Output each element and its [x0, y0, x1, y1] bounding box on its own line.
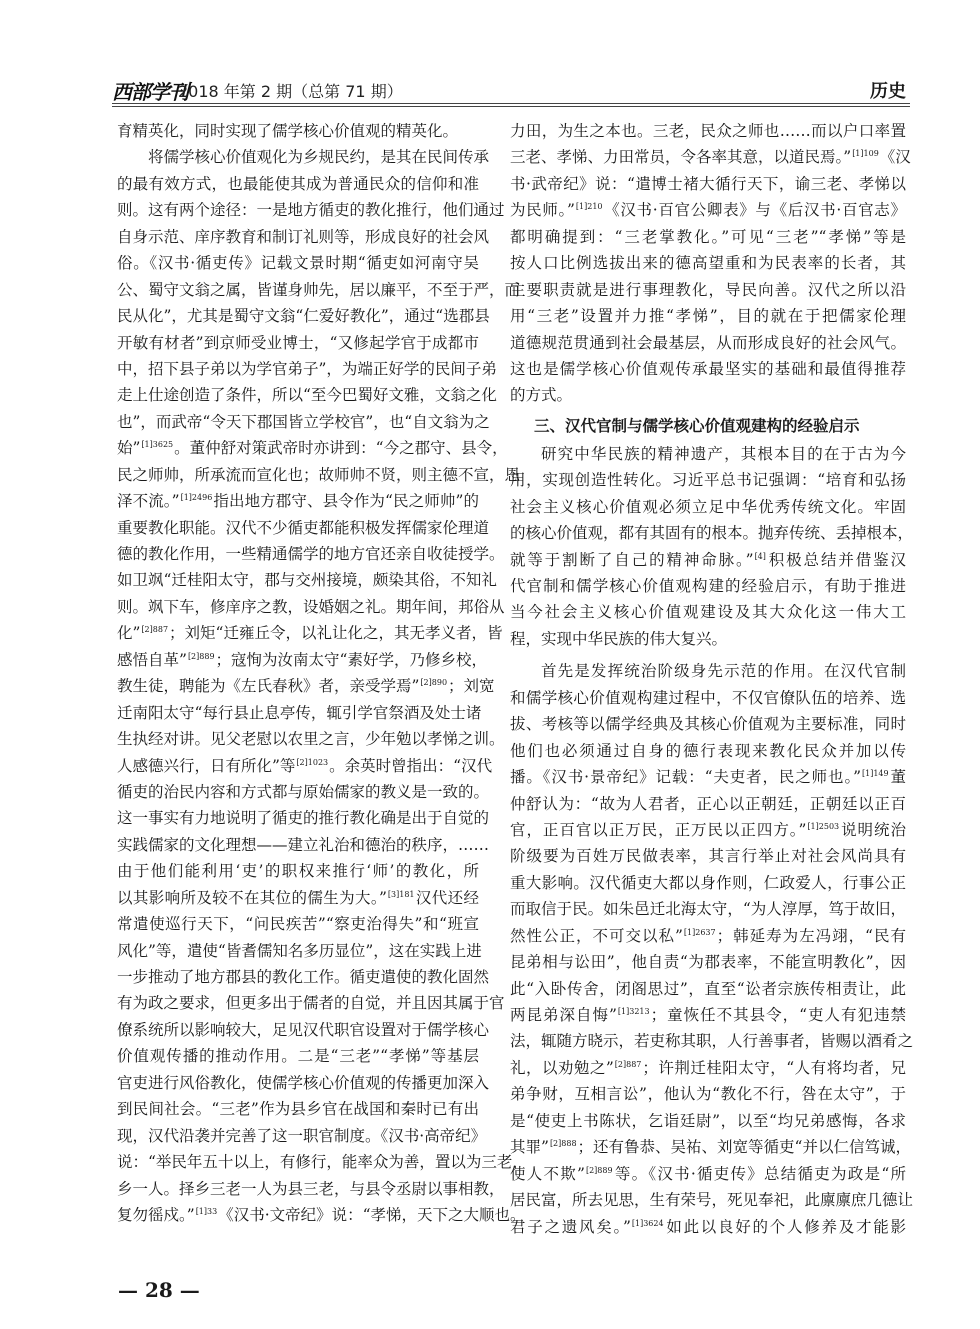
text-run: 弟争财，互相言讼”，他认为“教化不行，咎在太守”，于 [510, 1085, 906, 1104]
text-line [117, 885, 479, 911]
journal-logo: 西部学刊 [112, 80, 188, 104]
text-run: 研究中华民族的精神遗产，其根本目的在于古为今 [541, 444, 906, 463]
text-run: 等。《汉书·循吏传》总结循吏为政是“所 [613, 1164, 906, 1183]
left-column [117, 118, 528, 1228]
text-run: 君子之遗风矣。” [510, 1217, 631, 1236]
text-line [510, 250, 906, 276]
text-run: 《汉书·文帝纪》说：“孝悌，天下之大顺也。 [218, 1205, 526, 1224]
text-run: 开敏有材者”到京师受业博士，“又修起学官于成都市 [117, 333, 479, 352]
text-run: 官，正百官以正万民，正万民以正四方。” [510, 820, 807, 839]
text-line [510, 685, 906, 711]
text-line [117, 911, 479, 937]
text-line [510, 949, 906, 975]
text-line [510, 1134, 911, 1160]
text-run: 如卫飒“迁桂阳太守，郡与交州接境，颇染其俗，不知礼 [117, 571, 497, 590]
text-run: 书·武帝纪》说：“遣博士褚大循行天下，谕三老、孝悌以 [510, 174, 906, 193]
text-run: 的方式。 [510, 386, 573, 405]
text-run: 说：“举民年五十以上，有修行，能率众为善，置以为三老， [117, 1153, 528, 1172]
text-run: 化” [117, 624, 141, 643]
text-line [117, 330, 479, 356]
text-line [510, 1081, 906, 1107]
citation-superscript: [2]890 [420, 678, 448, 688]
text-run: 。董仲舒对策武帝时亦讲到：“今之郡守、县令， [174, 439, 508, 458]
text-run: ；刘宽 [448, 677, 495, 696]
text-line [510, 467, 906, 493]
text-line [117, 673, 495, 699]
text-run: 德的教化作用，一些精通儒学的地方官还亲自收徒授学。 [117, 545, 505, 563]
text-line [117, 964, 490, 990]
text-line [117, 462, 521, 488]
text-run: 法，辄随方晓示，若吏称其职，人行善事者，皆赐以酒肴之 [510, 1032, 914, 1051]
text-line [510, 599, 906, 625]
text-line [117, 858, 479, 884]
text-line [510, 923, 906, 949]
text-run: 用“三老”设置并力推“孝悌”，目的就在于把儒家伦理 [510, 307, 906, 326]
citation-superscript: [3]181 [387, 889, 415, 899]
text-run: 三老、孝悌、力田常员，令各率其意，以道民焉。” [510, 148, 852, 167]
text-run: 礼，以劝勉之” [510, 1058, 614, 1077]
text-run: 实践儒家的文化理想——建立礼治和德治的秩序，…… [117, 835, 490, 854]
text-run: 价值观传播的推动作用。二是“三老”“孝悌”等基层 [117, 1047, 479, 1066]
text-run: 仲舒认为：“故为人君者，正心以正朝廷，正朝廷以正百 [510, 794, 906, 813]
text-run: 他们也必须通过自身的德行表现来教化民众并加以传 [510, 741, 906, 760]
text-line [117, 1176, 505, 1202]
citation-superscript: [1]210 [575, 202, 603, 212]
text-line [117, 990, 505, 1016]
text-run: 也”，而武帝“令天下郡国皆立学校官”，也“自文翁为之 [117, 412, 490, 431]
citation-superscript: [2]888 [549, 1139, 577, 1149]
text-line [510, 197, 906, 223]
text-line [510, 976, 906, 1002]
text-line [117, 700, 482, 726]
text-line [510, 791, 906, 817]
text-run: 和儒学核心价值观构建过程中，不仅官僚队伍的培养、选 [510, 688, 906, 707]
text-run: 如此以良好的个人修养及才能影 [664, 1217, 906, 1236]
text-run: 乡一人。择乡三老一人为县三老，与县令丞尉以事相教， [117, 1179, 505, 1198]
text-run: 民从化”，尤其是蜀守文翁“仁爱好教化”，通过“选郡县 [117, 307, 490, 326]
text-line [510, 1055, 906, 1081]
text-line [117, 753, 493, 779]
text-run: 迁南阳太守“每行县止息亭传，辄引学官祭酒及处士诸 [117, 703, 482, 722]
text-line [510, 658, 906, 684]
citation-superscript: [1]3624 [631, 1218, 664, 1228]
text-run: 常遣使巡行天下，“问民疾苦”“察吏治得失”和“班宣 [117, 915, 479, 934]
citation-superscript: [4] [754, 551, 766, 561]
text-line [510, 1108, 906, 1134]
citation-superscript: [1]33 [195, 1206, 218, 1216]
text-run: 都明确提到：“三老掌教化。”可见“三老”“孝悌”等是 [510, 227, 906, 246]
text-line [510, 1161, 906, 1187]
citation-superscript: [1]3213 [617, 1007, 650, 1016]
text-run: 以其影响所及较不在其位的儒生为大。” [117, 888, 387, 907]
text-run: 感悟自革” [117, 650, 187, 669]
text-run: 程，实现中华民族的伟大复兴。 [510, 629, 728, 648]
text-run: 用，实现创造性转化。习近平总书记强调：“培育和弘扬 [510, 471, 906, 490]
text-run: 人感德兴行，日有所化”等 [117, 756, 296, 775]
text-run: 道德规范贯通到社会最基层，从而形成良好的社会风气。 [510, 333, 906, 352]
paragraph [510, 118, 911, 409]
citation-superscript: [2]889 [187, 651, 215, 661]
text-line [117, 1123, 487, 1149]
text-line [117, 382, 497, 408]
text-line [510, 330, 906, 356]
text-run: 居民富，所去见思，生有荣号，死见奉祀，此廪廪庶几德让 [510, 1191, 914, 1210]
text-line [117, 567, 497, 593]
text-run: 就等于割断了自己的精神命脉。” [510, 550, 754, 569]
text-line [117, 1096, 479, 1122]
text-line [510, 626, 906, 652]
citation-superscript: [1]3625 [141, 440, 174, 450]
text-run: 社会主义核心价值观必须立足中华优秀传统文化。牢固 [510, 497, 906, 516]
paragraph [117, 118, 479, 144]
paragraph [510, 658, 914, 1240]
text-run: 这一事实有力地说明了循吏的推行教化确是出于自觉的 [117, 809, 490, 828]
text-run: 使人不欺” [510, 1164, 585, 1183]
text-line [510, 356, 906, 382]
text-line [117, 594, 505, 620]
text-line [117, 197, 505, 223]
text-run: 两昆弟深自悔” [510, 1006, 617, 1024]
text-line [510, 573, 906, 599]
paragraph [510, 441, 914, 653]
text-run: 《汉 [879, 148, 911, 167]
text-run: 当今社会主义核心价值观建设及其大众化这一伟大工 [510, 603, 906, 622]
text-line [117, 541, 505, 567]
text-run: ；刘矩“迁雍丘令，以礼让化之，其无孝义者，皆 [169, 624, 503, 643]
text-line [117, 1017, 490, 1043]
text-line [510, 1187, 914, 1213]
text-line [117, 435, 508, 461]
text-line [117, 356, 497, 382]
text-run: 说明统治 [840, 820, 906, 839]
text-line [117, 515, 490, 541]
text-line [510, 494, 906, 520]
text-line [117, 1070, 490, 1096]
text-line [117, 277, 521, 303]
text-run: 首先是发挥统治阶级身先示范的作用。在汉代官制 [541, 662, 906, 681]
text-line [510, 144, 911, 170]
text-line [510, 303, 906, 329]
text-line [510, 817, 906, 843]
text-run: 官吏进行风俗教化，使儒学核心价值观的传播更加深入 [117, 1073, 490, 1092]
header-rule [112, 103, 910, 107]
text-line [117, 409, 490, 435]
text-run: 是“使吏上书陈状，乞诣廷尉”，以至“均兄弟感悔，各求 [510, 1111, 906, 1130]
text-run: 其罪” [510, 1138, 549, 1157]
text-run: 始” [117, 439, 141, 458]
text-run: ；寇恂为汝南太守“素好学，乃修乡校， [215, 650, 487, 669]
text-run: 。余英时曾指出：“汉代 [329, 756, 493, 775]
text-line [510, 738, 906, 764]
text-run: 泽不流。” [117, 492, 180, 511]
text-line [510, 441, 906, 467]
text-run: 教生徒，聘能为《左氏春秋》者，亲受学焉” [117, 677, 420, 696]
text-run: 有为政之要求，但更多出于儒者的自觉，并且因其属于官 [117, 994, 505, 1013]
text-run: 力田，为生之本也。三老，民众之师也……而以户口率置 [510, 122, 906, 140]
text-run: 则。飒下车，修庠序之教，设婚姻之礼。期年间，邦俗从 [117, 597, 505, 616]
text-run: 然性公正，不可交以私” [510, 926, 683, 945]
text-run: 中，招下县子弟以为学官弟子”，为端正好学的民间子弟 [117, 359, 497, 378]
text-line [117, 250, 479, 276]
text-run: 而取信于民。如朱邑迁北海太守，“为人淳厚，笃于故旧， [510, 900, 906, 919]
paragraph [117, 144, 528, 1228]
citation-superscript: [1]2503 [807, 821, 840, 831]
text-run: 育精英化，同时实现了儒学核心价值观的精英化。 [117, 122, 459, 140]
text-run: 昆弟相与讼田”，他自责“为郡表率，不能宣明教化”，因 [510, 953, 906, 972]
text-run: 一步推动了地方郡县的教化工作。循吏遣使的教化固然 [117, 968, 490, 986]
text-line [117, 1043, 479, 1069]
text-line [117, 1149, 528, 1175]
text-run: 主要职责就是进行事理教化，导民向善。汉代之所以沿 [510, 280, 906, 299]
text-line [117, 647, 487, 673]
text-run: 复勿徭戍。” [117, 1205, 195, 1224]
text-run: 现，汉代沿袭并完善了这一职官制度。《汉书·高帝纪》 [117, 1126, 487, 1145]
text-run: 公、蜀守文翁之属，皆谨身帅先，居以廉平，不至于严，而 [117, 280, 521, 299]
text-line [510, 118, 906, 144]
text-line [117, 832, 490, 858]
text-line [510, 870, 906, 896]
text-run: 风化”等，遣使“皆耆儒知名多历显位”，这在实践上进 [117, 941, 482, 960]
text-run: 的核心价值观，都有其固有的根本。抛弃传统、丢掉根本， [510, 524, 914, 543]
text-line [510, 520, 914, 546]
text-run: 《汉书·百官公卿表》与《后汉书·百官志》 [603, 201, 906, 220]
text-run: 为民师。” [510, 201, 575, 220]
text-run: 董 [889, 768, 906, 787]
text-run: ；韩延寿为左冯翊，“民有 [716, 926, 906, 945]
citation-superscript: [2]887 [141, 625, 169, 635]
text-run: 民之师帅，所承流而宣化也；故师帅不贤，则主德不宣，恩 [117, 465, 521, 484]
text-run: ；童恢任不其县令，“吏人有犯违禁 [650, 1006, 906, 1024]
text-run: 播。《汉书·景帝纪》记载：“夫吏者，民之师也。” [510, 768, 861, 787]
text-line [510, 711, 906, 737]
text-run: 重大影响。汉代循吏大都以身作则，仁政爱人，行事公正 [510, 873, 906, 892]
text-run: 此“入卧传舍，闭阁思过”，直至“讼者宗族传相责让，此 [510, 979, 906, 998]
page-number: — 28 — [118, 1278, 200, 1302]
text-run: 的最有效方式，也最能使其成为普通民众的信仰和准 [117, 174, 479, 193]
text-run: 僚系统所以影响较大，足见汉代职官设置对于儒学核心 [117, 1020, 490, 1039]
text-run: 将儒学核心价值观化为乡规民约，是其在民间传承 [148, 148, 490, 167]
text-line [117, 224, 490, 250]
citation-superscript: [2]887 [614, 1059, 642, 1069]
citation-superscript: [1]149 [862, 769, 889, 779]
text-line [510, 843, 906, 869]
text-line [117, 488, 479, 514]
citation-superscript: [1]109 [852, 149, 879, 159]
text-line [510, 1214, 906, 1240]
text-run: 自身示范、庠序教育和制订礼则等，形成良好的社会风 [117, 227, 490, 246]
text-line [117, 303, 490, 329]
citation-superscript: [1]2637 [683, 927, 716, 937]
text-line [117, 938, 482, 964]
text-run: 拔、考核等以儒学经典及其核心价值观为主要标准，同时 [510, 715, 906, 734]
text-run: 按人口比例选拔出来的德高望重和为民表率的长者，其 [510, 254, 906, 273]
text-run: 走上仕途创造了条件，所以“至今巴蜀好文雅，文翁之化 [117, 386, 497, 405]
text-line [117, 118, 479, 144]
text-line [117, 171, 479, 197]
text-run: 指出地方郡守、县令作为“民之师帅”的 [213, 492, 479, 511]
issue-info: 2018 年第 2 期（总第 71 期） [178, 82, 403, 101]
text-run: 生执经对讲。见父老慰以农里之言，少年勉以孝悌之训。 [117, 730, 505, 749]
text-run: 重要教化职能。汉代不少循吏都能积极发挥儒家伦理道 [117, 518, 490, 537]
text-run: 循吏的治民内容和方式都与原始儒家的教义是一致的。 [117, 782, 490, 801]
text-line [510, 171, 906, 197]
text-line [117, 620, 503, 646]
text-line [510, 277, 906, 303]
text-run: 代官制和儒学核心价值观构建的经验启示，有助于推进 [510, 577, 906, 595]
text-run: 则。这有两个途径：一是地方循吏的教化推行，他们通过 [117, 201, 505, 220]
text-line [117, 726, 505, 752]
citation-superscript: [2]1023 [296, 757, 329, 767]
text-run: 积极总结并借鉴汉 [766, 550, 906, 569]
citation-superscript: [2]889 [585, 1165, 613, 1175]
text-line [117, 144, 490, 170]
text-run: ；许荆迁桂阳太守，“人有将均者，兄 [642, 1058, 906, 1077]
text-line [117, 1202, 526, 1228]
text-line [117, 779, 490, 805]
citation-superscript: [1]2496 [180, 493, 213, 503]
text-run: 俗。《汉书·循吏传》记载文景时期“循吏如河南守吴 [117, 254, 479, 273]
text-run: 这也是儒学核心价值观传承最坚实的基础和最值得推荐 [510, 359, 906, 378]
text-line [117, 805, 490, 831]
text-run: 由于他们能利用‘吏’的职权来推行‘师’的教化，所 [117, 862, 479, 881]
text-line [510, 896, 906, 922]
section-label: 历史 [870, 81, 906, 102]
text-line [510, 547, 906, 573]
text-line [510, 764, 906, 790]
text-run: 汉代还经 [415, 888, 479, 907]
text-line [510, 224, 906, 250]
text-line [510, 382, 906, 408]
text-line [510, 1028, 914, 1054]
text-run: ；还有鲁恭、吴祐、刘宽等循吏“并以仁信笃诚， [577, 1138, 911, 1157]
text-run: 到民间社会。“三老”作为县乡官在战国和秦时已有出 [117, 1100, 479, 1119]
section-heading: 三、汉代官制与儒学核心价值观建构的经验启示 [534, 416, 860, 435]
text-line [510, 1002, 906, 1028]
text-run: 阶级要为百姓万民做表率，其言行举止对社会风尚具有 [510, 847, 906, 866]
right-column [510, 118, 914, 1240]
running-header [112, 74, 908, 104]
